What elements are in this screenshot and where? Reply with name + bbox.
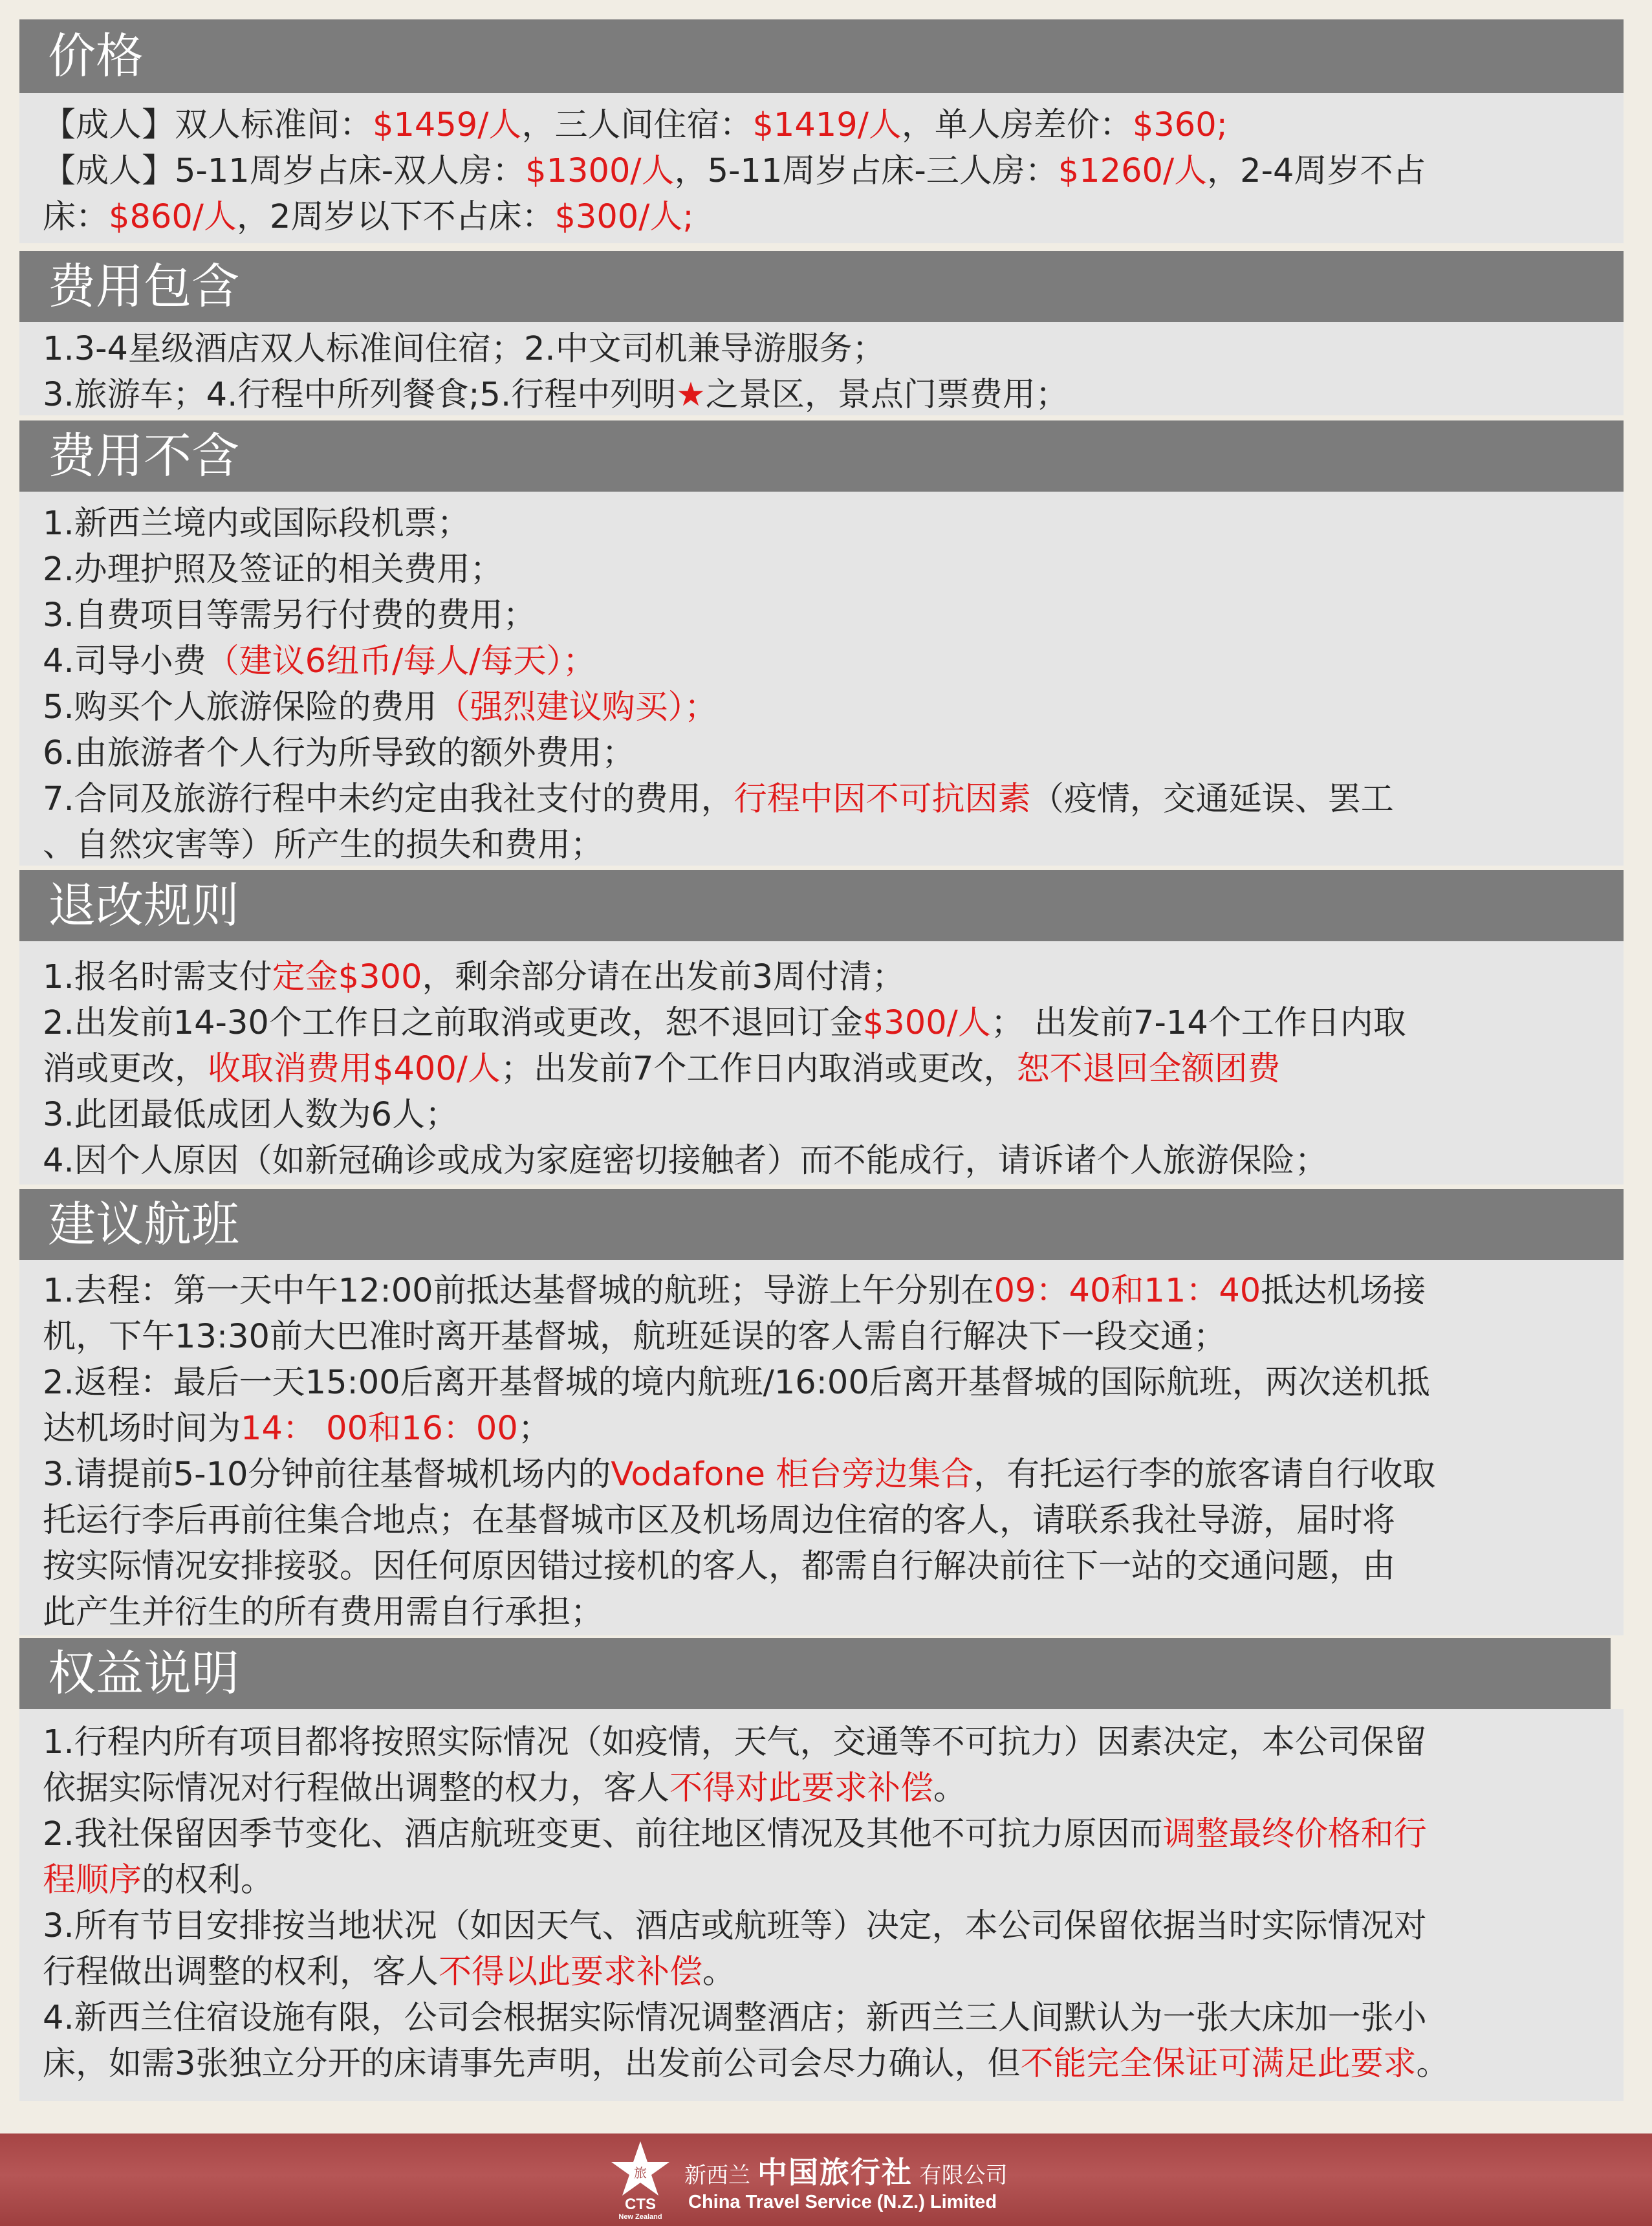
section-body-rights: [19, 1709, 1624, 2101]
section-body-flights: [19, 1260, 1624, 1635]
body-text: ；: [517, 1410, 551, 1448]
company-name-cn: [684, 2149, 1008, 2192]
body-text: 的权利。: [142, 1861, 274, 1899]
section-header-included: 费用包含: [19, 251, 1624, 322]
text-line: [43, 1811, 1600, 1857]
text-line: [43, 194, 1600, 240]
body-text: 达机场时间为: [43, 1410, 241, 1448]
text-line: [43, 1544, 1600, 1589]
body-text: （疫情，交通延误、罢工: [1030, 780, 1394, 818]
section-header-refund-rules: 退改规则: [19, 870, 1624, 941]
body-text: 3.此团最低成团人数为6人；: [43, 1096, 459, 1134]
text-line: [43, 1995, 1600, 2041]
text-line: [43, 1498, 1600, 1544]
section-body-refund-rules: [19, 941, 1624, 1184]
highlight-text: 收取消费用$400/人: [208, 1050, 501, 1088]
highlight-text: （建议6纽币/每人/每天）；: [206, 642, 596, 681]
text-line: [43, 1138, 1600, 1184]
highlight-text: 行程中因不可抗因素: [734, 780, 1031, 818]
text-line: [43, 2041, 1600, 2087]
body-text: 2.返程：最后一天15:00后离开基督城的境内航班/16:00后离开基督城的国际航班，两次送机抵: [43, 1364, 1430, 1402]
text-line: [43, 730, 1600, 776]
highlight-text: $300/人: [862, 1004, 991, 1042]
body-text: 依据实际情况对行程做出调整的权力，客人: [43, 1769, 670, 1807]
cts-star-logo-icon: [608, 2140, 673, 2221]
body-text: 机，下午13:30前大巴准时离开基督城，航班延误的客人需自行解决下一段交通；: [43, 1318, 1226, 1356]
company-name-cn-suffix: 有限公司: [919, 2163, 1008, 2188]
text-line: [43, 1000, 1600, 1046]
highlight-text: $1300/人: [525, 152, 675, 190]
text-line: [43, 148, 1600, 194]
text-line: [43, 1314, 1600, 1360]
body-text: ，5-11周岁占床-三人房：: [674, 152, 1058, 190]
text-line: [43, 1452, 1600, 1498]
highlight-text: 恕不退回全额团费: [1016, 1050, 1281, 1088]
text-line: [43, 1092, 1600, 1138]
text-line: [43, 1268, 1600, 1314]
text-line: [43, 1765, 1600, 1811]
body-text: ，单人房差价：: [901, 106, 1133, 144]
highlight-text: $1459/人: [373, 106, 522, 144]
section-header-price: 价格: [19, 19, 1624, 93]
body-text: 托运行李后再前往集合地点；在基督城市区及机场周边住宿的客人，请联系我社导游，届时将: [43, 1501, 1396, 1540]
body-text: 【成人】5-11周岁占床-双人房：: [43, 152, 526, 190]
body-text: 此产生并衍生的所有费用需自行承担；: [43, 1593, 604, 1631]
highlight-text: 程顺序: [43, 1861, 142, 1899]
highlight-text: 不得以此要求补偿: [439, 1953, 703, 1991]
body-text: ，2-4周岁不占: [1207, 152, 1426, 190]
body-text: 4.司导小费: [43, 642, 206, 681]
highlight-text: $860/人: [109, 198, 237, 236]
text-line: [43, 547, 1600, 593]
logo-abbr: CTS: [625, 2196, 656, 2213]
text-line: [43, 1589, 1600, 1635]
text-line: [43, 638, 1600, 684]
body-text: 之景区，景点门票费用；: [705, 376, 1069, 414]
logo-country: New Zealand: [618, 2213, 662, 2221]
footer-banner: [0, 2133, 1652, 2226]
body-text: ，三人间住宿：: [521, 106, 753, 144]
highlight-text: 调整最终价格和行: [1162, 1815, 1427, 1853]
section-body-price: [19, 93, 1624, 243]
body-text: 3.请提前5-10分钟前往基督城机场内的: [43, 1456, 611, 1494]
text-line: [43, 501, 1600, 547]
body-text: ，有托运行李的旅客请自行收取: [973, 1456, 1436, 1494]
highlight-text: 定金$300: [272, 958, 422, 996]
text-line: [43, 326, 1600, 372]
body-text: 按实际情况安排接驳。因任何原因错过接机的客人，都需自行解决前往下一站的交通问题，由: [43, 1547, 1396, 1586]
body-text: 1.报名时需支付: [43, 958, 272, 996]
company-logo: [608, 2140, 1074, 2221]
text-line: [43, 1360, 1600, 1406]
highlight-text: 09：40和11：40: [994, 1272, 1261, 1310]
body-text: 。: [1416, 2045, 1450, 2083]
body-text: 2.办理护照及签证的相关费用；: [43, 551, 503, 589]
body-text: 1.3-4星级酒店双人标准间住宿；2.中文司机兼导游服务；: [43, 330, 886, 368]
body-text: 7.合同及旅游行程中未约定由我社支付的费用，: [43, 780, 734, 818]
company-name-cn-main: 中国旅行社: [757, 2155, 913, 2190]
section-body-excluded: [19, 492, 1624, 866]
body-text: ；出发前7个工作日内取消或更改，: [501, 1050, 1017, 1088]
body-text: 1.新西兰境内或国际段机票；: [43, 505, 470, 543]
text-line: [43, 102, 1600, 148]
body-text: 床，如需3张独立分开的床请事先声明，出发前公司会尽力确认，但: [43, 2045, 1021, 2083]
body-text: 消或更改，: [43, 1050, 208, 1088]
highlight-text: 不得对此要求补偿: [669, 1769, 934, 1807]
section-body-included: [19, 322, 1624, 415]
section-header-excluded: 费用不含: [19, 420, 1624, 492]
body-text: 。: [702, 1953, 736, 1991]
text-line: [43, 954, 1600, 1000]
body-text: 床：: [43, 198, 109, 236]
highlight-text: （强烈建议购买）；: [437, 688, 718, 726]
highlight-text: $1419/人: [752, 106, 902, 144]
text-line: [43, 776, 1600, 822]
highlight-text: Vodafone 柜台旁边集合: [611, 1456, 974, 1494]
company-name-cn-prefix: 新西兰: [684, 2163, 750, 2188]
text-line: [43, 1857, 1600, 1903]
body-text: ，2周岁以下不占床：: [237, 198, 555, 236]
body-text: ； 出发前7-14个工作日内取: [990, 1004, 1406, 1042]
text-line: [43, 1949, 1600, 1995]
logo-badge-text: 旅: [634, 2165, 647, 2181]
text-line: [43, 1406, 1600, 1452]
text-line: [43, 822, 1600, 868]
body-text: 6.由旅游者个人行为所导致的额外费用；: [43, 734, 635, 772]
section-header-rights: 权益说明: [19, 1638, 1611, 1709]
body-text: ，剩余部分请在出发前3周付清；: [422, 958, 905, 996]
body-text: 。: [933, 1769, 967, 1807]
text-line: [43, 1903, 1600, 1949]
highlight-text: $1260/人: [1058, 152, 1208, 190]
body-text: 1.去程：第一天中午12:00前抵达基督城的航班；导游上午分别在: [43, 1272, 994, 1310]
text-line: [43, 593, 1600, 638]
body-text: 1.行程内所有项目都将按照实际情况（如疫情，天气，交通等不可抗力）因素决定，本公司保留: [43, 1723, 1427, 1762]
section-header-flights: 建议航班: [19, 1189, 1624, 1260]
text-line: [43, 684, 1600, 730]
highlight-text: 不能完全保证可满足此要求: [1020, 2045, 1417, 2083]
body-text: 4.因个人原因（如新冠确诊或成为家庭密切接触者）而不能成行，请诉诸个人旅游保险；: [43, 1142, 1328, 1180]
body-text: 5.购买个人旅游保险的费用: [43, 688, 437, 726]
highlight-text: ★: [676, 376, 706, 414]
body-text: 2.出发前14-30个工作日之前取消或更改，恕不退回订金: [43, 1004, 863, 1042]
text-line: [43, 1046, 1600, 1092]
text-line: [43, 1719, 1600, 1765]
body-text: 、自然灾害等）所产生的损失和费用；: [43, 826, 604, 864]
highlight-text: $360;: [1132, 106, 1228, 144]
body-text: 抵达机场接: [1261, 1272, 1426, 1310]
highlight-text: $300/人;: [554, 198, 694, 236]
body-text: 【成人】双人标准间：: [43, 106, 373, 144]
body-text: 2.我社保留因季节变化、酒店航班变更、前往地区情况及其他不可抗力原因而: [43, 1815, 1163, 1853]
body-text: 3.所有节目安排按当地状况（如因天气、酒店或航班等）决定，本公司保留依据当时实际情况对: [43, 1907, 1427, 1945]
highlight-text: 14： 00和16：00: [241, 1410, 518, 1448]
body-text: 行程做出调整的权利，客人: [43, 1953, 439, 1991]
text-line: [43, 372, 1600, 418]
body-text: 4.新西兰住宿设施有限，公司会根据实际情况调整酒店；新西兰三人间默认为一张大床加一张小: [43, 1999, 1427, 2037]
body-text: 3.旅游车；4.行程中所列餐食;5.行程中列明: [43, 376, 677, 414]
company-name-en: China Travel Service (N.Z.) Limited: [688, 2192, 997, 2212]
body-text: 3.自费项目等需另行付费的费用；: [43, 596, 536, 635]
